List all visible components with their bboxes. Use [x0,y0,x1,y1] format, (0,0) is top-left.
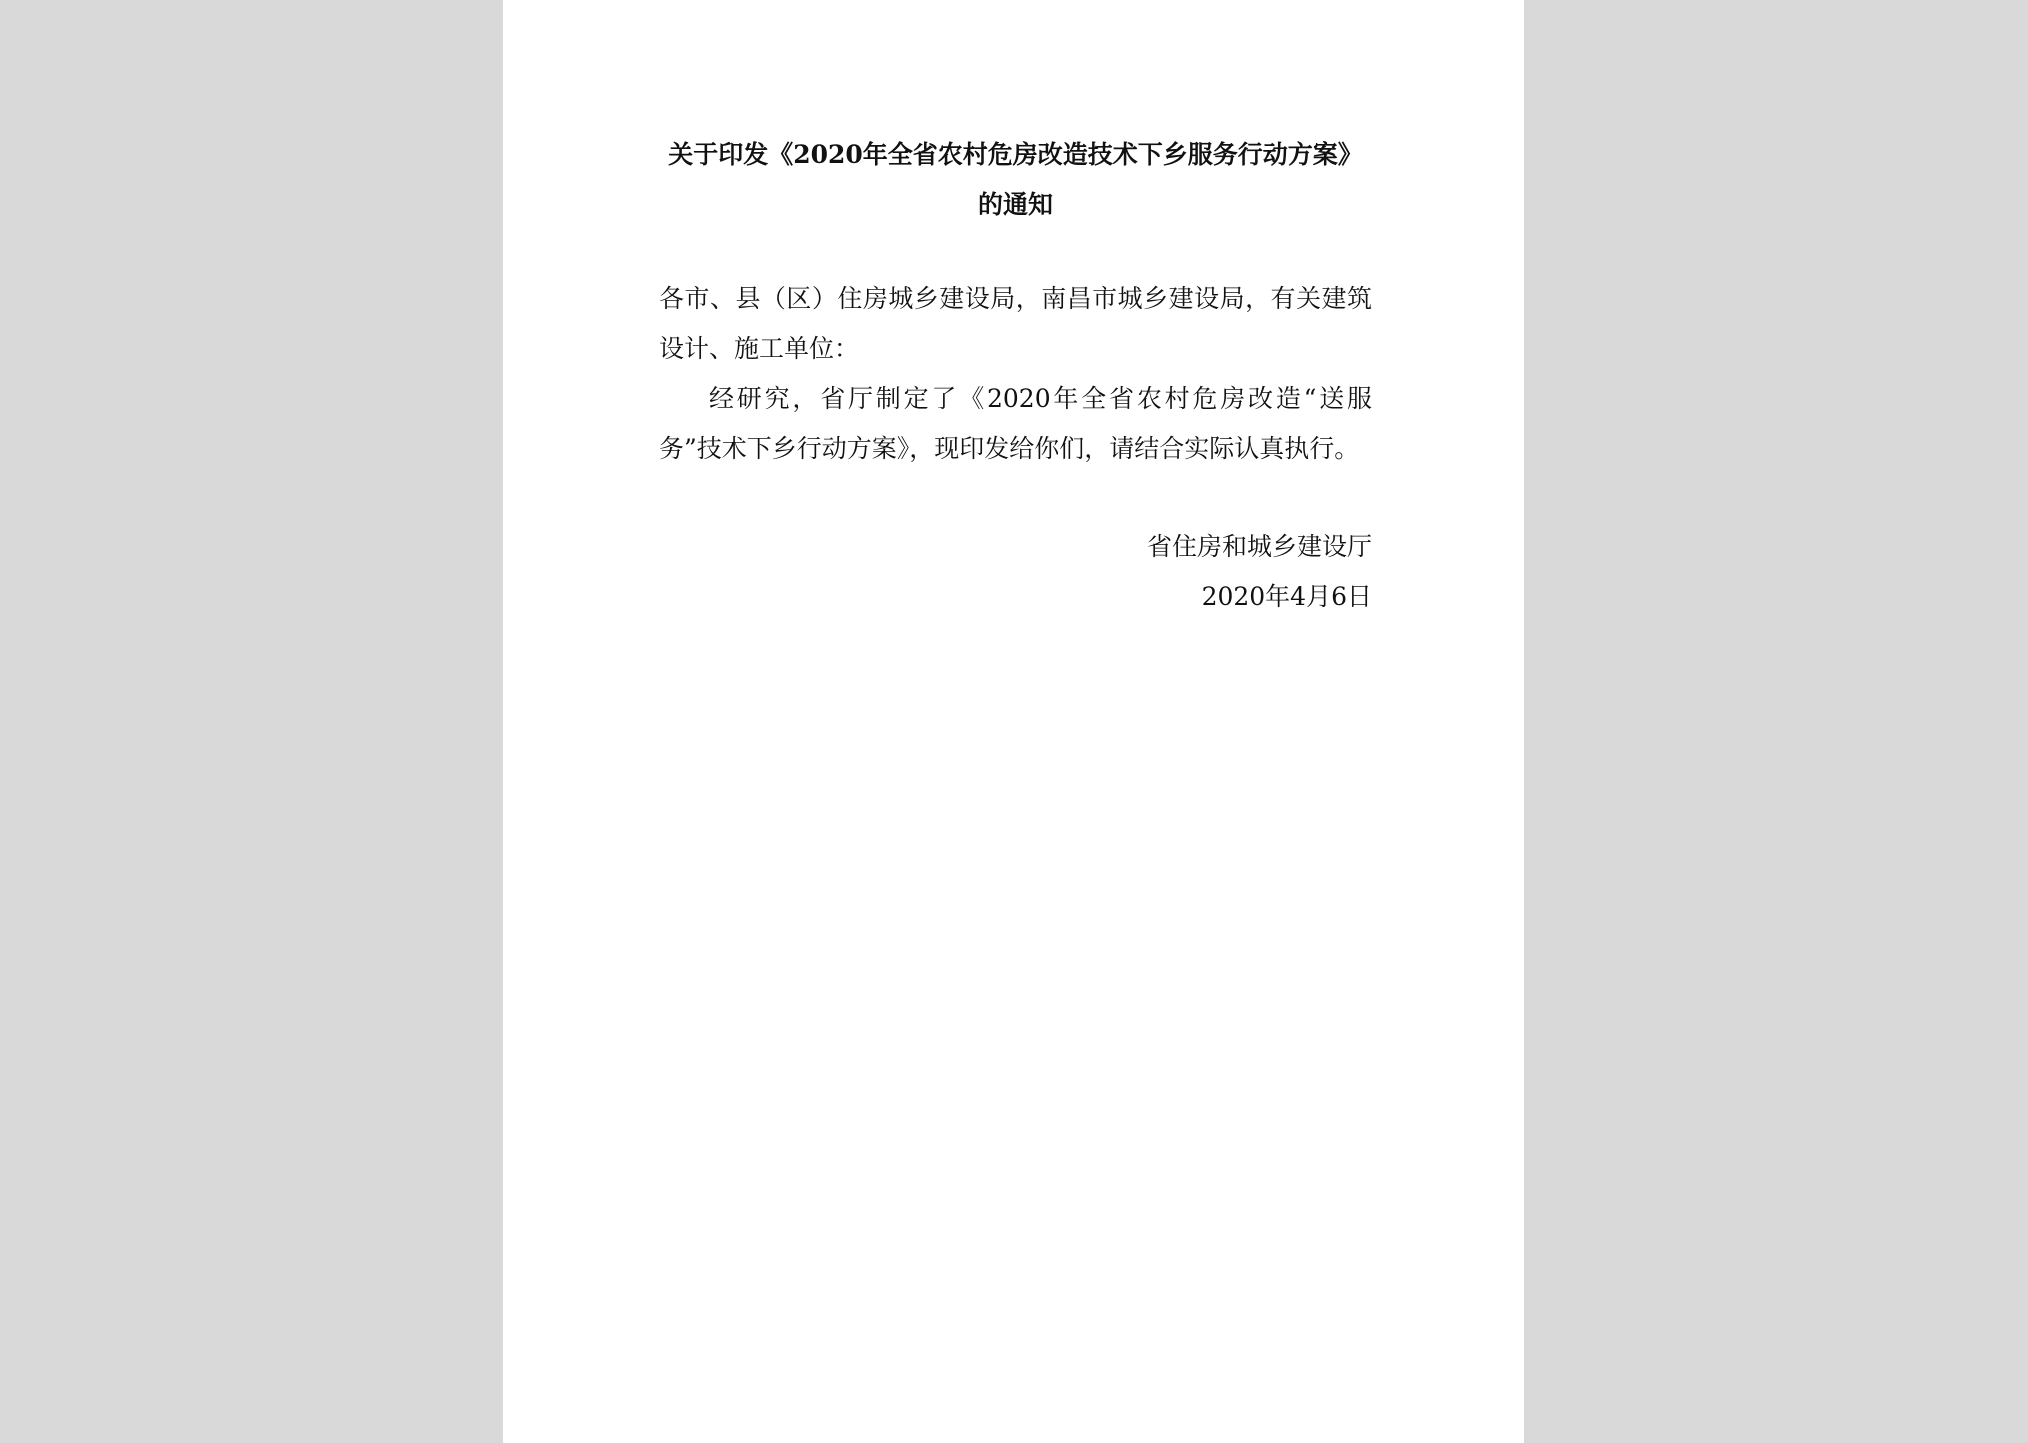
body-paragraph: 经研究，省厅制定了《2020年全省农村危房改造“送服务”技术下乡行动方案》，现印发给你们，请结合实际认真执行。 [659,384,1372,463]
document-content [659,130,1372,622]
title-line-2: 的通知 [977,190,1053,219]
issuer-name: 省住房和城乡建设厅 [1146,532,1372,561]
document-page [503,0,1524,1443]
document-title [659,130,1372,230]
issue-date: 2020年4月6日 [1201,582,1372,611]
title-line-1: 关于印发《2020年全省农村危房改造技术下乡服务行动方案》 [668,140,1363,169]
signature-block [659,522,1372,622]
salutation-text: 各市、县（区）住房城乡建设局，南昌市城乡建设局，有关建筑设计、施工单位： [659,284,1372,363]
